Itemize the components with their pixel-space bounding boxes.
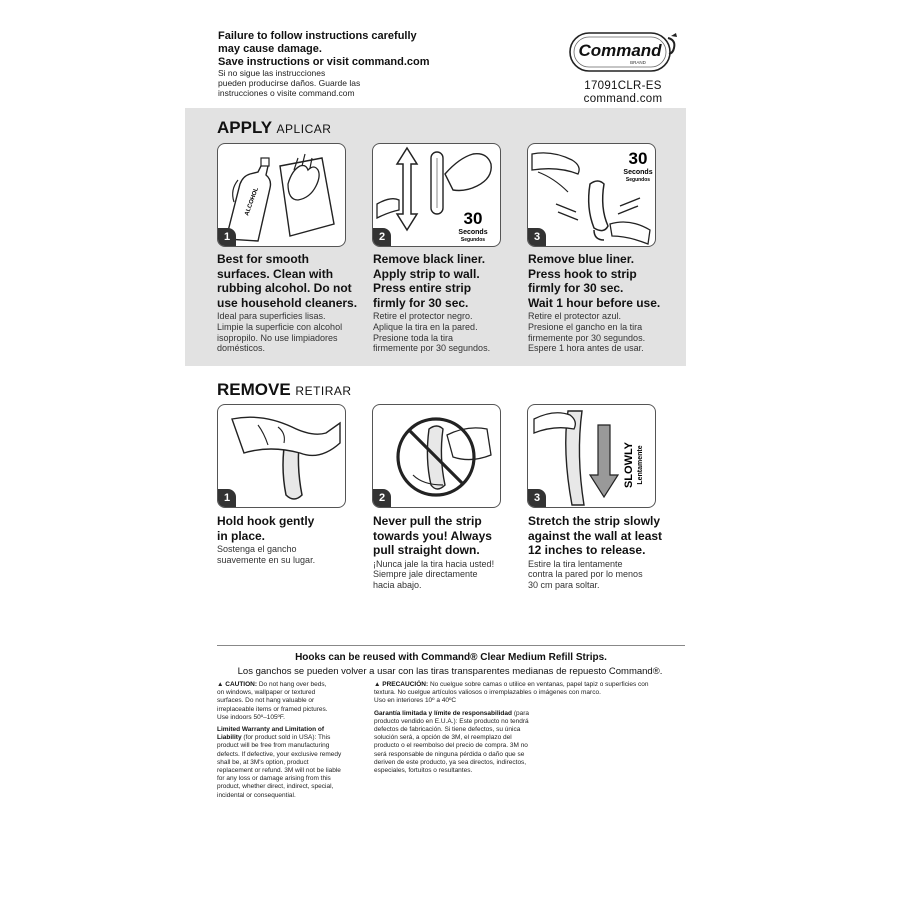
step-en-line: surfaces. Clean with [217, 266, 334, 281]
step-en-line: firmly for 30 sec. [528, 281, 624, 295]
reuse-note-es: Los ganchos se pueden volver a usar con las tiras transparentes medianas de repuesto Command®. [237, 666, 663, 677]
step-spanish [528, 311, 688, 354]
warning-es-line: Si no sigue las instrucciones [218, 68, 326, 78]
step-en-line: Remove blue liner. [528, 252, 635, 266]
remove-step-3-illustration [527, 404, 656, 508]
step-es-line: Siempre jale directamente [373, 569, 478, 580]
clean-surface-icon [218, 144, 345, 246]
timer-label-es: Segundos [460, 237, 486, 243]
step-es-line: suavemente en su lugar. [217, 554, 316, 565]
warranty-en-line: shall be, at 3M's option, product [217, 758, 309, 766]
step-english [217, 514, 377, 543]
warranty-es-line: deriven de este producto, ya sea directos, indirectos, [374, 758, 527, 766]
command-logo [568, 30, 680, 74]
warranty-es-title: Garantía limitada y límite de responsabilidad [374, 709, 512, 717]
step-es-line: Espere 1 hora antes de usar. [528, 343, 644, 354]
apply-title-en: APPLY [217, 118, 272, 137]
timer-label-es: Segundos [625, 177, 651, 183]
stretch-strip-icon [528, 405, 655, 507]
step-en-line: Best for smooth [217, 252, 310, 266]
apply-step-2-text [373, 252, 533, 354]
step-english [373, 514, 533, 558]
warranty-en-line: product, whether direct, indirect, special, [217, 783, 334, 791]
legal-spanish [374, 681, 679, 775]
apply-step-1-illustration [217, 143, 346, 247]
step-spanish [217, 311, 377, 354]
caution-es-line: Uso en interiores 10º a 40ºC [374, 697, 457, 705]
step-en-line: Never pull the strip [373, 514, 482, 528]
remove-step-3-text [528, 514, 688, 591]
caution-en-title: CAUTION: [225, 681, 258, 688]
warning-en-line: Save instructions or visit command.com [218, 56, 430, 68]
step-number: 1 [218, 489, 236, 507]
step-number: 3 [528, 489, 546, 507]
step-english [528, 514, 688, 558]
caution-en-line: Do not hang over beds, [258, 681, 327, 688]
step-en-line: use household cleaners. [217, 295, 358, 310]
remove-title [217, 380, 352, 401]
step-es-line: ¡Nunca jale la tira hacia usted! [373, 558, 495, 569]
timer-value: 30 [463, 209, 483, 228]
warranty-en-line: for any loss or damage arising from this [217, 775, 331, 783]
warning-es-line: instrucciones o visite command.com [218, 88, 355, 98]
step-es-line: Presione el gancho en la tira [528, 321, 643, 332]
step-number: 2 [373, 228, 391, 246]
warranty-en-line: replacement or refund. 3M will not be liable [217, 767, 341, 775]
step-spanish [373, 311, 533, 354]
warranty-es-line: producto o el reembolso del precio de compra. 3M no [374, 742, 528, 750]
step-en-line: Stretch the strip slowly [528, 514, 661, 528]
warranty-en-line: defects. If defective, your exclusive remedy [217, 750, 342, 758]
reuse-note-en: Hooks can be reused with Command® Clear Medium Refill Strips. [295, 652, 607, 663]
apply-title-es: APLICAR [276, 122, 332, 136]
caution-es [374, 681, 679, 689]
step-english [528, 252, 688, 310]
warranty-en-line: incidental or consequential. [217, 791, 296, 799]
step-es-line: Aplique la tira en la pared. [373, 321, 478, 332]
warning-triangle-icon: ▲ [217, 681, 224, 688]
warranty-es-line: defectos de fabricación. Si tiene defectos, su única [374, 726, 521, 734]
apply-step-2-illustration [372, 143, 501, 247]
step-en-line: Press entire strip [373, 281, 472, 295]
down-arrow-icon [590, 425, 618, 497]
step-es-line: Retire el protector azul. [528, 311, 622, 321]
apply-title [217, 118, 331, 139]
step-es-line: hacia abajo. [373, 580, 422, 591]
step-es-line: isopropilo. No use limpiadores [217, 332, 338, 343]
step-es-line: firmemente por 30 segundos. [373, 343, 491, 354]
warning-en-line: Failure to follow instructions carefully [218, 30, 417, 42]
step-en-line: Wait 1 hour before use. [528, 295, 661, 310]
remove-title-en: REMOVE [217, 380, 291, 399]
step-es-line: domésticos. [217, 343, 266, 354]
warning-english [218, 30, 430, 69]
step-es-line: Limpie la superficie con alcohol [217, 321, 343, 332]
step-spanish [217, 544, 377, 566]
step-es-line: firmemente por 30 segundos. [528, 332, 646, 343]
caution-es-line: No cuelgue sobre camas o utilice en ventanas, papel tapiz o superficies con [429, 681, 649, 688]
caution-en-line: Use indoors 50º–105ºF. [217, 713, 285, 721]
warranty-en-title: Limited Warranty and Limitation of [217, 726, 325, 734]
bottle-label: ALCOHOL [244, 186, 261, 217]
website: command.com [583, 93, 663, 105]
step-es-line: Estire la tira lentamente [528, 558, 623, 569]
caution-en-line: irreplaceable items or framed pictures. [217, 705, 328, 713]
remove-step-2-illustration [372, 404, 501, 508]
step-es-line: 30 cm para soltar. [528, 580, 600, 591]
apply-step-1-text [217, 252, 377, 354]
timer-label-en: Seconds [458, 229, 488, 236]
step-number: 1 [218, 228, 236, 246]
warning-en-line: may cause damage. [218, 43, 322, 55]
warranty-es-line: (para [513, 709, 529, 717]
step-es-line: Ideal para superficies lisas. [217, 311, 326, 321]
remove-step-2-text [373, 514, 533, 591]
warranty-en-line: product will be free from manufacturing [217, 742, 330, 750]
warranty-en-title: Liability [217, 734, 242, 742]
caution-en-line: on windows, wallpaper or textured [217, 689, 316, 697]
warning-es-line: pueden producirse daños. Guarde las [218, 78, 361, 88]
step-english [373, 252, 533, 310]
step-number: 2 [373, 489, 391, 507]
step-number: 3 [528, 228, 546, 246]
apply-step-3-text [528, 252, 688, 354]
step-spanish [373, 559, 533, 591]
slowly-label-es: Lentamente [637, 445, 644, 485]
remove-step-1-illustration [217, 404, 346, 508]
step-es-line: Retire el protector negro. [373, 311, 473, 321]
step-en-line: Apply strip to wall. [373, 266, 480, 281]
warranty-es-line: producto vendido en E.U.A.): Este producto no tendrá [374, 717, 529, 725]
caution-en [217, 681, 367, 689]
step-en-line: pull straight down. [373, 543, 480, 557]
logo-brand: BRAND [630, 60, 646, 65]
step-es-line: contra la pared por lo menos [528, 569, 643, 580]
press-hook-icon [528, 144, 655, 246]
caution-en-line: surfaces. Do not hang valuable or [217, 697, 315, 705]
product-code-block [568, 80, 678, 106]
step-spanish [528, 559, 688, 591]
step-en-line: Remove black liner. [373, 252, 486, 266]
warning-triangle-icon: ▲ [374, 681, 381, 688]
step-es-line: Sostenga el gancho [217, 544, 297, 554]
remove-title-es: RETIRAR [295, 384, 352, 398]
step-en-line: towards you! Always [373, 528, 492, 543]
footer-divider [217, 645, 685, 646]
apply-step-3-illustration [527, 143, 656, 247]
step-es-line: Presione toda la tira [373, 332, 454, 343]
warranty-es-line: especiales, fortuitos o resultantes. [374, 767, 473, 775]
do-not-pull-icon [373, 405, 500, 507]
up-down-arrow-icon [397, 148, 417, 230]
warranty-es-line: solución será, a opción de 3M, el reemplazo del [374, 734, 512, 742]
logo-wordmark: Command [578, 41, 662, 60]
step-en-line: in place. [217, 528, 266, 543]
step-en-line: Press hook to strip [528, 266, 637, 281]
press-strip-icon [373, 144, 500, 246]
warning-spanish [218, 68, 360, 98]
step-en-line: Hold hook gently [217, 514, 315, 528]
product-code: 17091CLR-ES [584, 80, 662, 92]
warranty-es-line: será responsable de ninguna pérdida o daño que se [374, 750, 525, 758]
caution-es-line: textura. No cuelgue artículos valiosos o irremplazables o imágenes con marco. [374, 689, 601, 697]
step-en-line: firmly for 30 sec. [373, 295, 469, 310]
slowly-label: SLOWLY [623, 441, 635, 489]
step-en-line: rubbing alcohol. Do not [217, 281, 352, 295]
timer-label-en: Seconds [623, 169, 653, 176]
step-en-line: 12 inches to release. [528, 543, 646, 557]
timer-value: 30 [628, 149, 648, 168]
legal-english [217, 681, 367, 800]
step-en-line: against the wall at least [528, 528, 663, 543]
warranty-en-line: (for product sold in USA): This [243, 734, 331, 742]
caution-es-title: PRECAUCIÓN: [382, 681, 429, 688]
step-english [217, 252, 377, 310]
hold-hook-icon [218, 405, 345, 507]
remove-step-1-text [217, 514, 377, 566]
